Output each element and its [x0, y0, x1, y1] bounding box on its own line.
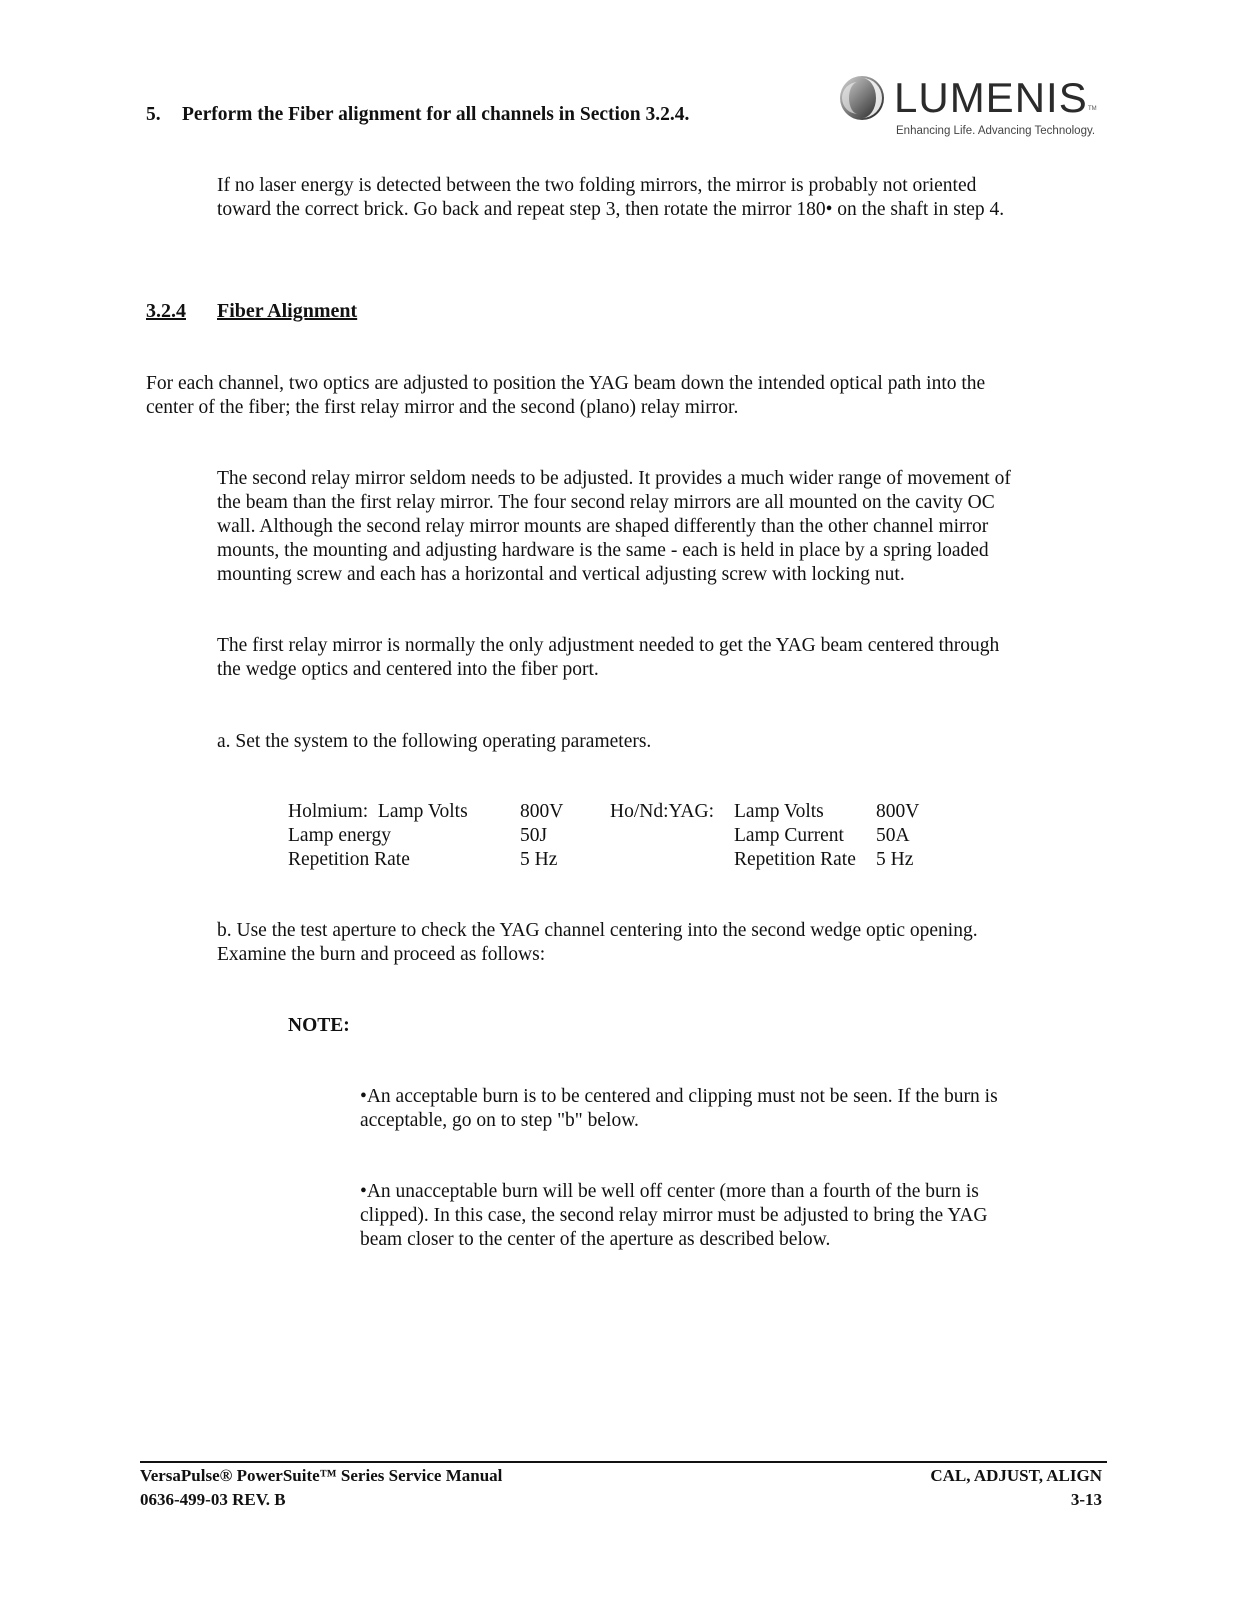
intro-paragraph	[146, 372, 985, 420]
logo-tagline: Enhancing Life. Advancing Technology.	[896, 125, 1096, 137]
parameter-left-value: 5 Hz	[520, 849, 558, 870]
note-bullet-acceptable	[360, 1085, 998, 1133]
footer-chapter: CAL, ADJUST, ALIGN	[930, 1466, 1102, 1485]
step-b-line: b. Use the test aperture to check the YAG channel centering into the second wedge optic opening.	[217, 920, 978, 941]
second-relay-paragraph	[217, 467, 1011, 587]
operating-parameters	[288, 800, 919, 872]
step-5-heading: Perform the Fiber alignment for all channels in Section 3.2.4.	[182, 104, 690, 125]
lumenis-swirl-icon	[838, 74, 886, 122]
footer-divider	[140, 1461, 1107, 1463]
parameter-mid-label	[610, 848, 734, 872]
footer-left	[140, 1464, 502, 1512]
note-bullet-line: beam closer to the center of the aperture as described below.	[360, 1229, 831, 1250]
parameter-right-value: 800V	[876, 801, 920, 822]
second-relay-line: The second relay mirror seldom needs to be adjusted. It provides a much wider range of movement of	[217, 468, 1011, 489]
parameter-left-value: 800V	[520, 801, 564, 822]
parameter-row	[288, 824, 919, 848]
parameter-row	[288, 848, 919, 872]
parameter-mid-label: Ho/Nd:YAG:	[610, 801, 715, 822]
first-relay-line: the wedge optics and centered into the fiber port.	[217, 659, 599, 680]
note-bullet-line: •An acceptable burn is to be centered and clipping must not be seen. If the burn is	[360, 1086, 998, 1107]
parameter-right-label: Lamp Volts	[734, 801, 824, 822]
note-label: NOTE:	[288, 1015, 350, 1036]
note-bullet-line: •An unacceptable burn will be well off center (more than a fourth of the burn is	[360, 1181, 979, 1202]
step-5-note-line: toward the correct brick. Go back and repeat step 3, then rotate the mirror 180• on the shaft in step 4.	[217, 199, 1005, 220]
parameter-left-label-text: Lamp Volts	[377, 801, 468, 822]
section-number: 3.2.4	[146, 300, 186, 322]
lumenis-logo	[838, 72, 1100, 142]
step-5-note	[217, 174, 1004, 222]
step-5-number: 5.	[146, 104, 161, 125]
step-b-line: Examine the burn and proceed as follows:	[217, 944, 546, 965]
parameter-right-label: Lamp Current	[734, 825, 844, 846]
second-relay-line: the beam than the first relay mirror. The four second relay mirrors are all mounted on the cavity OC	[217, 492, 995, 513]
note-bullet-line: acceptable, go on to step "b" below.	[360, 1110, 639, 1131]
step-a: a. Set the system to the following operating parameters.	[217, 731, 652, 752]
intro-line: For each channel, two optics are adjusted to position the YAG beam down the intended optical path into the	[146, 373, 986, 394]
footer-manual-title: VersaPulse® PowerSuite™ Series Service Manual	[140, 1466, 503, 1485]
logo-trademark: TM	[1088, 106, 1097, 112]
footer-doc-number: 0636-499-03 REV. B	[140, 1490, 286, 1509]
parameters-table	[288, 800, 919, 872]
logo-wordmark: LUMENIS	[894, 74, 1088, 121]
parameter-right-label: Repetition Rate	[734, 849, 856, 870]
parameter-left-label: Lamp energy	[288, 825, 392, 846]
section-title: Fiber Alignment	[217, 300, 358, 322]
second-relay-line: mounting screw and each has a horizontal and vertical adjusting screw with locking nut.	[217, 564, 905, 585]
footer-right	[930, 1464, 1102, 1512]
parameter-right-value: 5 Hz	[876, 849, 914, 870]
second-relay-line: mounts, the mounting and adjusting hardware is the same - each is held in place by a spring loaded	[217, 540, 989, 561]
parameter-mid-label	[610, 824, 734, 848]
holmium-label: Holmium:	[288, 801, 369, 822]
note-bullet-line: clipped). In this case, the second relay mirror must be adjusted to bring the YAG	[360, 1205, 988, 1226]
step-b	[217, 919, 978, 967]
parameter-left-value: 50J	[520, 825, 548, 846]
second-relay-line: wall. Although the second relay mirror mounts are shaped differently than the other channel mirror	[217, 516, 989, 537]
footer-page-number: 3-13	[1070, 1490, 1102, 1509]
step-5-note-line: If no laser energy is detected between the two folding mirrors, the mirror is probably not oriented	[217, 175, 977, 196]
first-relay-line: The first relay mirror is normally the only adjustment needed to get the YAG beam centered through	[217, 635, 1000, 656]
intro-line: center of the fiber; the first relay mirror and the second (plano) relay mirror.	[146, 397, 739, 418]
parameter-right-value: 50A	[876, 825, 910, 846]
first-relay-paragraph	[217, 634, 999, 682]
note-bullet-unacceptable	[360, 1180, 987, 1252]
parameter-left-label	[288, 800, 520, 824]
parameter-left-label: Repetition Rate	[288, 849, 410, 870]
parameter-row	[288, 800, 919, 824]
